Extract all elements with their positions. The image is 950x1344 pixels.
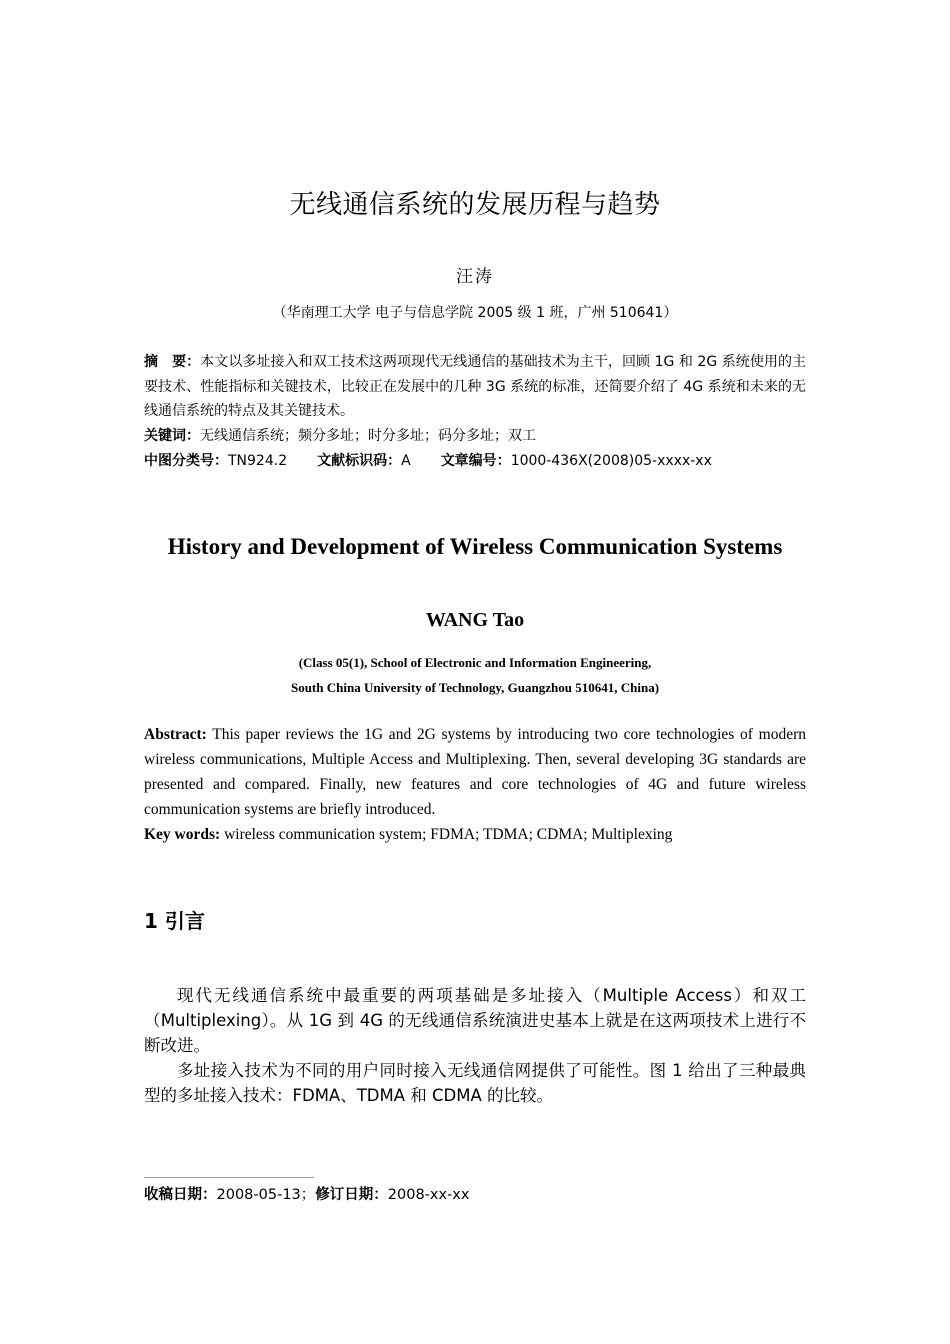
- clc-value: TN924.2: [228, 453, 288, 469]
- body-paragraph: 多址接入技术为不同的用户同时接入无线通信网提供了可能性。图 1 给出了三种最典型的多址接入技术：FDMA、TDMA 和 CDMA 的比较。: [144, 1061, 806, 1105]
- abstract-chinese-label: 摘 要：: [144, 354, 201, 370]
- footnote-divider: [144, 1177, 314, 1178]
- keywords-chinese: [144, 424, 806, 449]
- received-label: 收稿日期：: [144, 1187, 217, 1203]
- abstract-chinese: [144, 350, 806, 424]
- title-chinese: 无线通信系统的发展历程与趋势: [289, 190, 661, 220]
- keywords-english: [144, 822, 806, 847]
- affiliation-english: [0, 650, 950, 700]
- footnote: [144, 1183, 806, 1207]
- section-body: [144, 983, 806, 1108]
- keywords-chinese-label: 关键词：: [144, 428, 200, 444]
- affiliation-english-line2: South China University of Technology, Guangzhou 510641, China): [290, 680, 660, 695]
- doc-code-label: 文献标识码：: [317, 453, 402, 469]
- affiliation-chinese: （华南理工大学 电子与信息学院 2005 级 1 班，广州 510641）: [272, 305, 678, 321]
- article-number-value: 1000-436X(2008)05-xxxx-xx: [510, 453, 712, 469]
- author-chinese: 汪涛: [456, 267, 494, 287]
- classification-line: [144, 449, 806, 474]
- clc-label: 中图分类号：: [144, 453, 228, 469]
- doc-code-value: A: [401, 453, 411, 469]
- affiliation-english-line1: (Class 05(1), School of Electronic and Information Engineering,: [298, 655, 652, 670]
- abstract-english-label: Abstract:: [144, 726, 207, 743]
- section-heading: 1 引言: [144, 909, 205, 933]
- article-number-label: 文章编号：: [440, 453, 511, 469]
- abstract-english-text: This paper reviews the 1G and 2G systems by introducing two core technologies of modern wireless communications, Multiple Access and Multiplexing. Then, several developing 3G standards are presented and compared. Finally, new features and core technologies of 4G and future wireless communication systems are briefly introduced.: [144, 726, 806, 818]
- keywords-chinese-text: 无线通信系统；频分多址；时分多址；码分多址；双工: [200, 428, 536, 444]
- abstract-english: [144, 722, 806, 822]
- body-paragraph: 现代无线通信系统中最重要的两项基础是多址接入（Multiple Access）和双工（Multiplexing）。从 1G 到 4G 的无线通信系统演进史基本上就是在这两项技术上进行不断改进。: [144, 986, 806, 1055]
- title-english: History and Development of Wireless Communication Systems: [167, 534, 783, 559]
- revised-label: 修订日期：: [315, 1187, 388, 1203]
- abstract-chinese-text: 本文以多址接入和双工技术这两项现代无线通信的基础技术为主干，回顾 1G 和 2G 系统使用的主要技术、性能指标和关键技术，比较正在发展中的几种 3G 系统的标准，还简要介绍了 4G 系统和未来的无线通信系统的特点及其关键技术。: [144, 354, 806, 419]
- received-value: 2008-05-13；: [216, 1187, 316, 1203]
- keywords-english-label: Key words:: [144, 826, 221, 843]
- author-english: WANG Tao: [425, 609, 525, 631]
- revised-value: 2008-xx-xx: [387, 1187, 470, 1203]
- keywords-english-text: wireless communication system; FDMA; TDMA; CDMA; Multiplexing: [220, 826, 673, 843]
